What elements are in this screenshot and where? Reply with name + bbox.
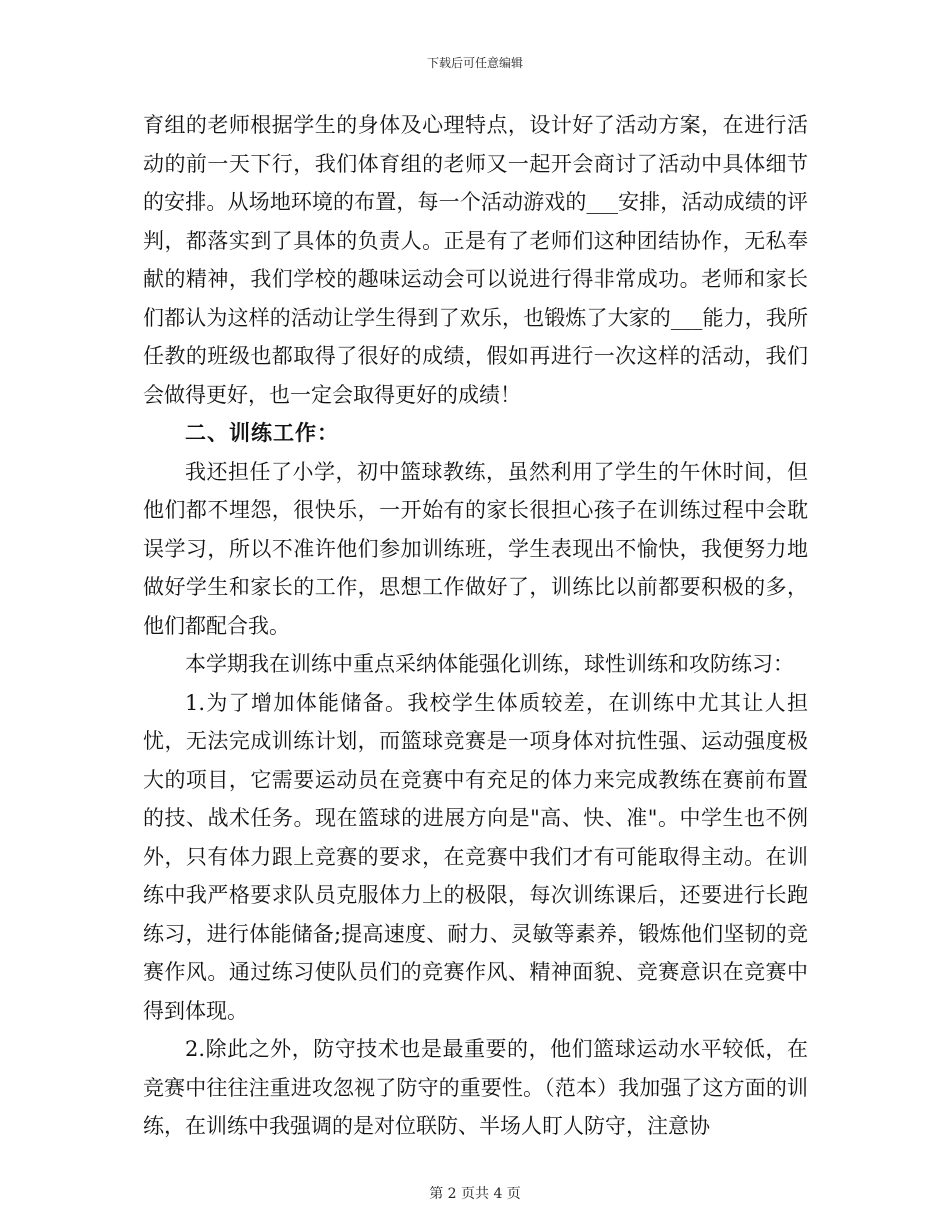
section-heading-training: 二、训练工作： [185, 420, 339, 445]
paragraph-point-2-defense: 2.除此之外，防守技术也是最重要的，他们篮球运动水平较低，在竞赛中往往注重进攻忽视了防守的重要性。（范本）我加强了这方面的训练，在训练中我强调的是对位联防、半场人盯人防守，注意协 [143, 1037, 808, 1138]
paragraph-coaching: 我还担任了小学，初中篮球教练，虽然利用了学生的午休时间，但他们都不埋怨，很快乐，一开始有的家长很担心孩子在训练过程中会耽误学习，所以不准许他们参加训练班，学生表现出不愉快，我便努力地做好学生和家长的工作，思想工作做好了，训练比以前都要积极的多，他们都配合我。 [143, 459, 808, 638]
paragraph-activity-summary: 育组的老师根据学生的身体及心理特点，设计好了活动方案，在进行活动的前一天下行，我们体育组的老师又一起开会商讨了活动中具体细节的安排。从场地环境的布置，每一个活动游戏的___安排，活动成绩的评判，都落实到了具体的负责人。正是有了老师们这种团结协作，无私奉献的精神，我们学校的趣味运动会可以说进行得非常成功。老师和家长们都认为这样的活动让学生得到了欢乐，也锻炼了大家的___能力，我所任教的班级也都取得了很好的成绩，假如再进行一次这样的活动，我们会做得更好，也一定会取得更好的成绩！ [143, 113, 808, 407]
paragraph-training-focus: 本学期我在训练中重点采纳体能强化训练，球性训练和攻防练习： [185, 652, 794, 676]
document-body [143, 106, 808, 1146]
page-number-footer: 第 2 页共 4 页 [429, 1186, 521, 1202]
page-header: 下载后可任意编辑 [426, 56, 523, 70]
paragraph-point-1-stamina: 1.为了增加体能储备。我校学生体质较差，在训练中尤其让人担忧，无法完成训练计划，而篮球竞赛是一项身体对抗性强、运动强度极大的项目，它需要运动员在竞赛中有充足的体力来完成教练在赛前布置的技、战术任务。现在篮球的进展方向是"高、快、准"。中学生也不例外，只有体力跟上竞赛的要求，在竞赛中我们才有可能取得主动。在训练中我严格要求队员克服体力上的极限，每次训练课后，还要进行长跑练习，进行体能储备;提高速度、耐力、灵敏等素养，锻炼他们坚韧的竞赛作风。通过练习使队员们的竞赛作风、精神面貌、竞赛意识在竞赛中得到体现。 [143, 690, 808, 1023]
